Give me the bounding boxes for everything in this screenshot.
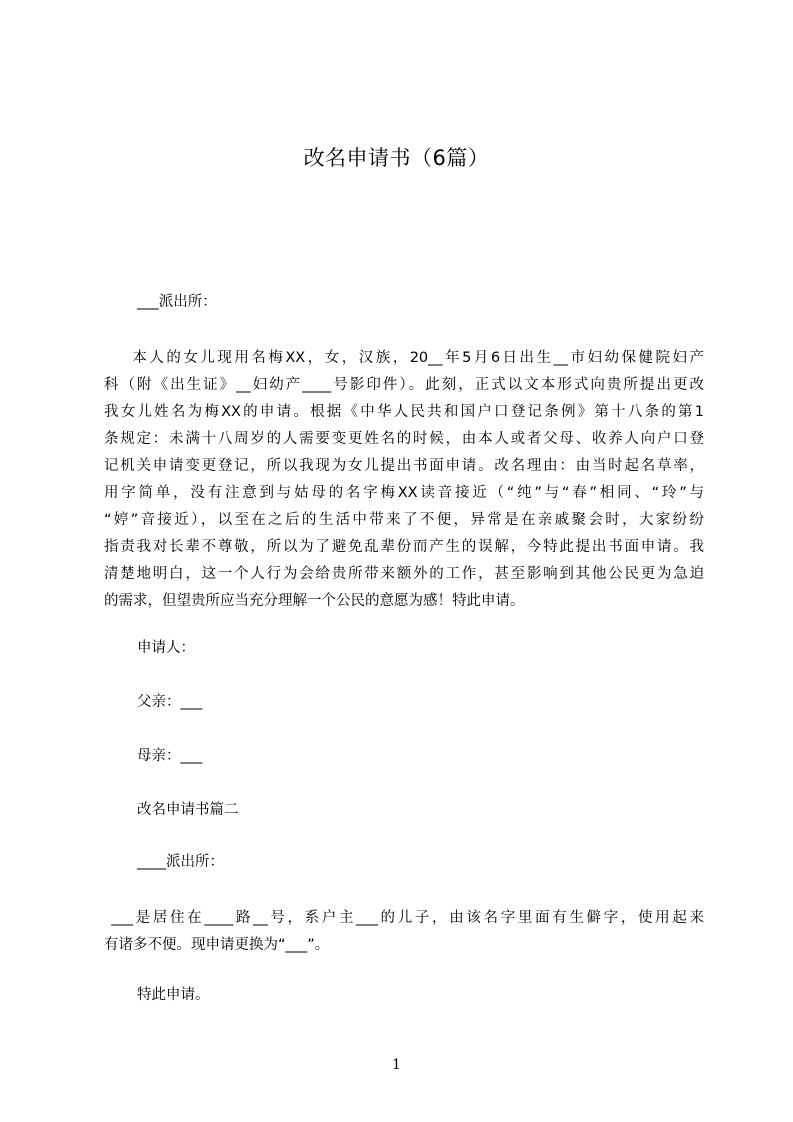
paragraph-line: 清楚地明白，这一个人行为会给贵所带来额外的工作，甚至影响到其他公民更为急迫 [104, 566, 704, 582]
section-heading: 改名申请书篇二 [137, 802, 239, 818]
applicant-label: 申请人： [137, 640, 195, 656]
page-number: 1 [392, 1057, 401, 1073]
salutation-police-station: ___派出所： [137, 294, 217, 310]
document-title: 改名申请书（6篇） [303, 146, 490, 170]
paragraph-line: 本人的女儿现用名梅XX，女，汉族，20__年5月6日出生__市妇幼保健院妇产 [104, 350, 704, 366]
paragraph-line: “婷”音接近），以至在之后的生活中带来了不便，异常是在亲戚聚会时，大家纷纷 [104, 512, 704, 528]
salutation-police-station-2: ____派出所： [137, 854, 224, 870]
closing-line: 特此申请。 [137, 987, 210, 1003]
mother-line: 母亲：___ [137, 748, 203, 764]
paragraph-line: 有诸多不便。现申请更换为“___”。 [104, 937, 330, 953]
application-body-paragraph [104, 345, 704, 615]
paragraph-line: 指责我对长辈不尊敬，所以为了避免乱辈份而产生的误解，今特此提出书面申请。我 [104, 539, 704, 555]
paragraph-line: 我女儿姓名为梅XX的申请。根据《中华人民共和国户口登记条例》第十八条的第1 [104, 404, 704, 420]
paragraph-line: 的需求，但望贵所应当充分理解一个公民的意愿为感！特此申请。 [104, 593, 525, 609]
application-body-paragraph-2 [104, 905, 704, 959]
paragraph-line: 用字简单，没有注意到与姑母的名字梅XX读音接近（“纯”与“春”相同、“玲”与 [104, 485, 704, 501]
father-line: 父亲：___ [137, 694, 203, 710]
paragraph-line: ___是居住在____路__号，系户主___的儿子，由该名字里面有生僻字，使用起来 [104, 910, 704, 926]
paragraph-line: 记机关申请变更登记，所以我现为女儿提出书面申请。改名理由：由当时起名草率， [104, 458, 704, 474]
paragraph-line: 科（附《出生证》__妇幼产____号影印件）。此刻，正式以文本形式向贵所提出更改 [104, 377, 704, 393]
paragraph-line: 条规定：未满十八周岁的人需要变更姓名的时候，由本人或者父母、收养人向户口登 [104, 431, 704, 447]
